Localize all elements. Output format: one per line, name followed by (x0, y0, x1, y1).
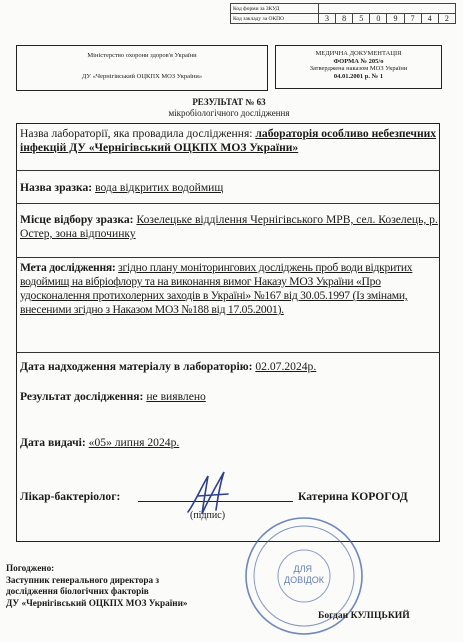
section-divider (16, 170, 440, 171)
okpo-digit: 2 (438, 14, 455, 24)
okpo-digit: 0 (370, 14, 387, 24)
approved-date: 04.01.2001 р. № 1 (333, 72, 384, 80)
zkud-value (318, 4, 455, 14)
form-codes-table (230, 3, 456, 24)
zkud-row (231, 4, 456, 14)
result-section (20, 390, 438, 404)
okpo-digit: 3 (318, 14, 335, 24)
issued-section (20, 436, 438, 450)
location-value: Козелецьке відділення Чернігівського МРВ, сел. Козелець, р. Остер, зона відпочинку (20, 213, 438, 240)
sample-value: вода відкритих водоймищ (95, 181, 224, 194)
okpo-digit: 9 (387, 14, 404, 24)
document-title (16, 97, 442, 119)
doc-type: МЕДИЧНА ДОКУМЕНТАЦІЯ (315, 50, 402, 57)
result-label: Результат дослідження: (20, 390, 144, 403)
section-divider (16, 257, 440, 258)
result-number: РЕЗУЛЬТАТ № 63 (192, 97, 266, 107)
signature-role: Лікар-бактеріолог: (20, 490, 121, 503)
agreed-signatory-name: Богдан КУЛІЦЬКИЙ (318, 610, 410, 621)
received-section (20, 360, 438, 374)
purpose-label: Мета дослідження: (20, 261, 116, 274)
section-divider (16, 352, 440, 353)
received-label: Дата надходження матеріалу в лабораторію: (20, 360, 253, 373)
location-section (20, 213, 438, 241)
okpo-label: Код закладу за ОКПО (231, 14, 319, 24)
approved-by: Затверджена наказом МОЗ України (309, 65, 408, 72)
signature-caption: (підпис) (190, 510, 226, 521)
purpose-section (20, 261, 438, 317)
okpo-row (231, 14, 456, 24)
received-value: 02.07.2024р. (255, 360, 317, 373)
lab-section (20, 127, 438, 155)
section-divider (16, 203, 440, 204)
agreed-position-3: ДУ «Чернігівський ОЦКПХ МОЗ України» (6, 597, 188, 608)
location-label: Місце відбору зразка: (20, 213, 134, 226)
stamp-text: ДЛЯ ДОВІДОК (284, 564, 324, 585)
lab-label: Назва лабораторії, яка провадила дослідження: (20, 127, 253, 140)
agreed-position-2: дослідження біологічних факторів (6, 586, 149, 596)
ministry-name: Міністерство охорони здоров'я України (87, 52, 197, 59)
header-form-box (275, 45, 442, 89)
result-subtitle: мікробіологічного дослідження (168, 108, 290, 118)
header-institution-box (16, 45, 268, 91)
okpo-digit: 5 (353, 14, 370, 24)
sample-label: Назва зразка: (20, 181, 93, 194)
purpose-value: згідно плану моніторингових досліджень проб води відкритих водоймищ на вібріофлору та на виконання вимог Наказу МОЗ України «Про удосконалення протихолерних заходів в Україні» №167 від 30.05.1997 (Із змінами, внесеними згідно з Наказом МОЗ №188 від 17.05.2001). (20, 261, 413, 316)
sample-section (20, 181, 438, 195)
okpo-digit: 4 (421, 14, 438, 24)
agreed-block (6, 563, 187, 609)
okpo-digit: 8 (336, 14, 353, 24)
lab-value: лабораторія особливо небезпечних інфекцій ДУ «Чернігівський ОЦКПХ МОЗ України» (20, 127, 437, 154)
okpo-digit: 7 (404, 14, 421, 24)
result-value: не виявлено (146, 390, 206, 403)
institution-name: ДУ «Чернігівський ОЦКПХ МОЗ України» (81, 73, 203, 80)
form-number: ФОРМА № 205/о (333, 57, 384, 65)
zkud-label: Код форми за ЗКУД (231, 4, 319, 14)
agreed-position-1: Заступник генерального директора з (6, 574, 160, 585)
signatory-name: Катерина КОРОГОД (298, 490, 408, 503)
issued-label: Дата видачі: (20, 436, 86, 449)
agreed-heading: Погоджено: (6, 563, 55, 573)
issued-value: «05» липня 2024р. (88, 436, 180, 449)
